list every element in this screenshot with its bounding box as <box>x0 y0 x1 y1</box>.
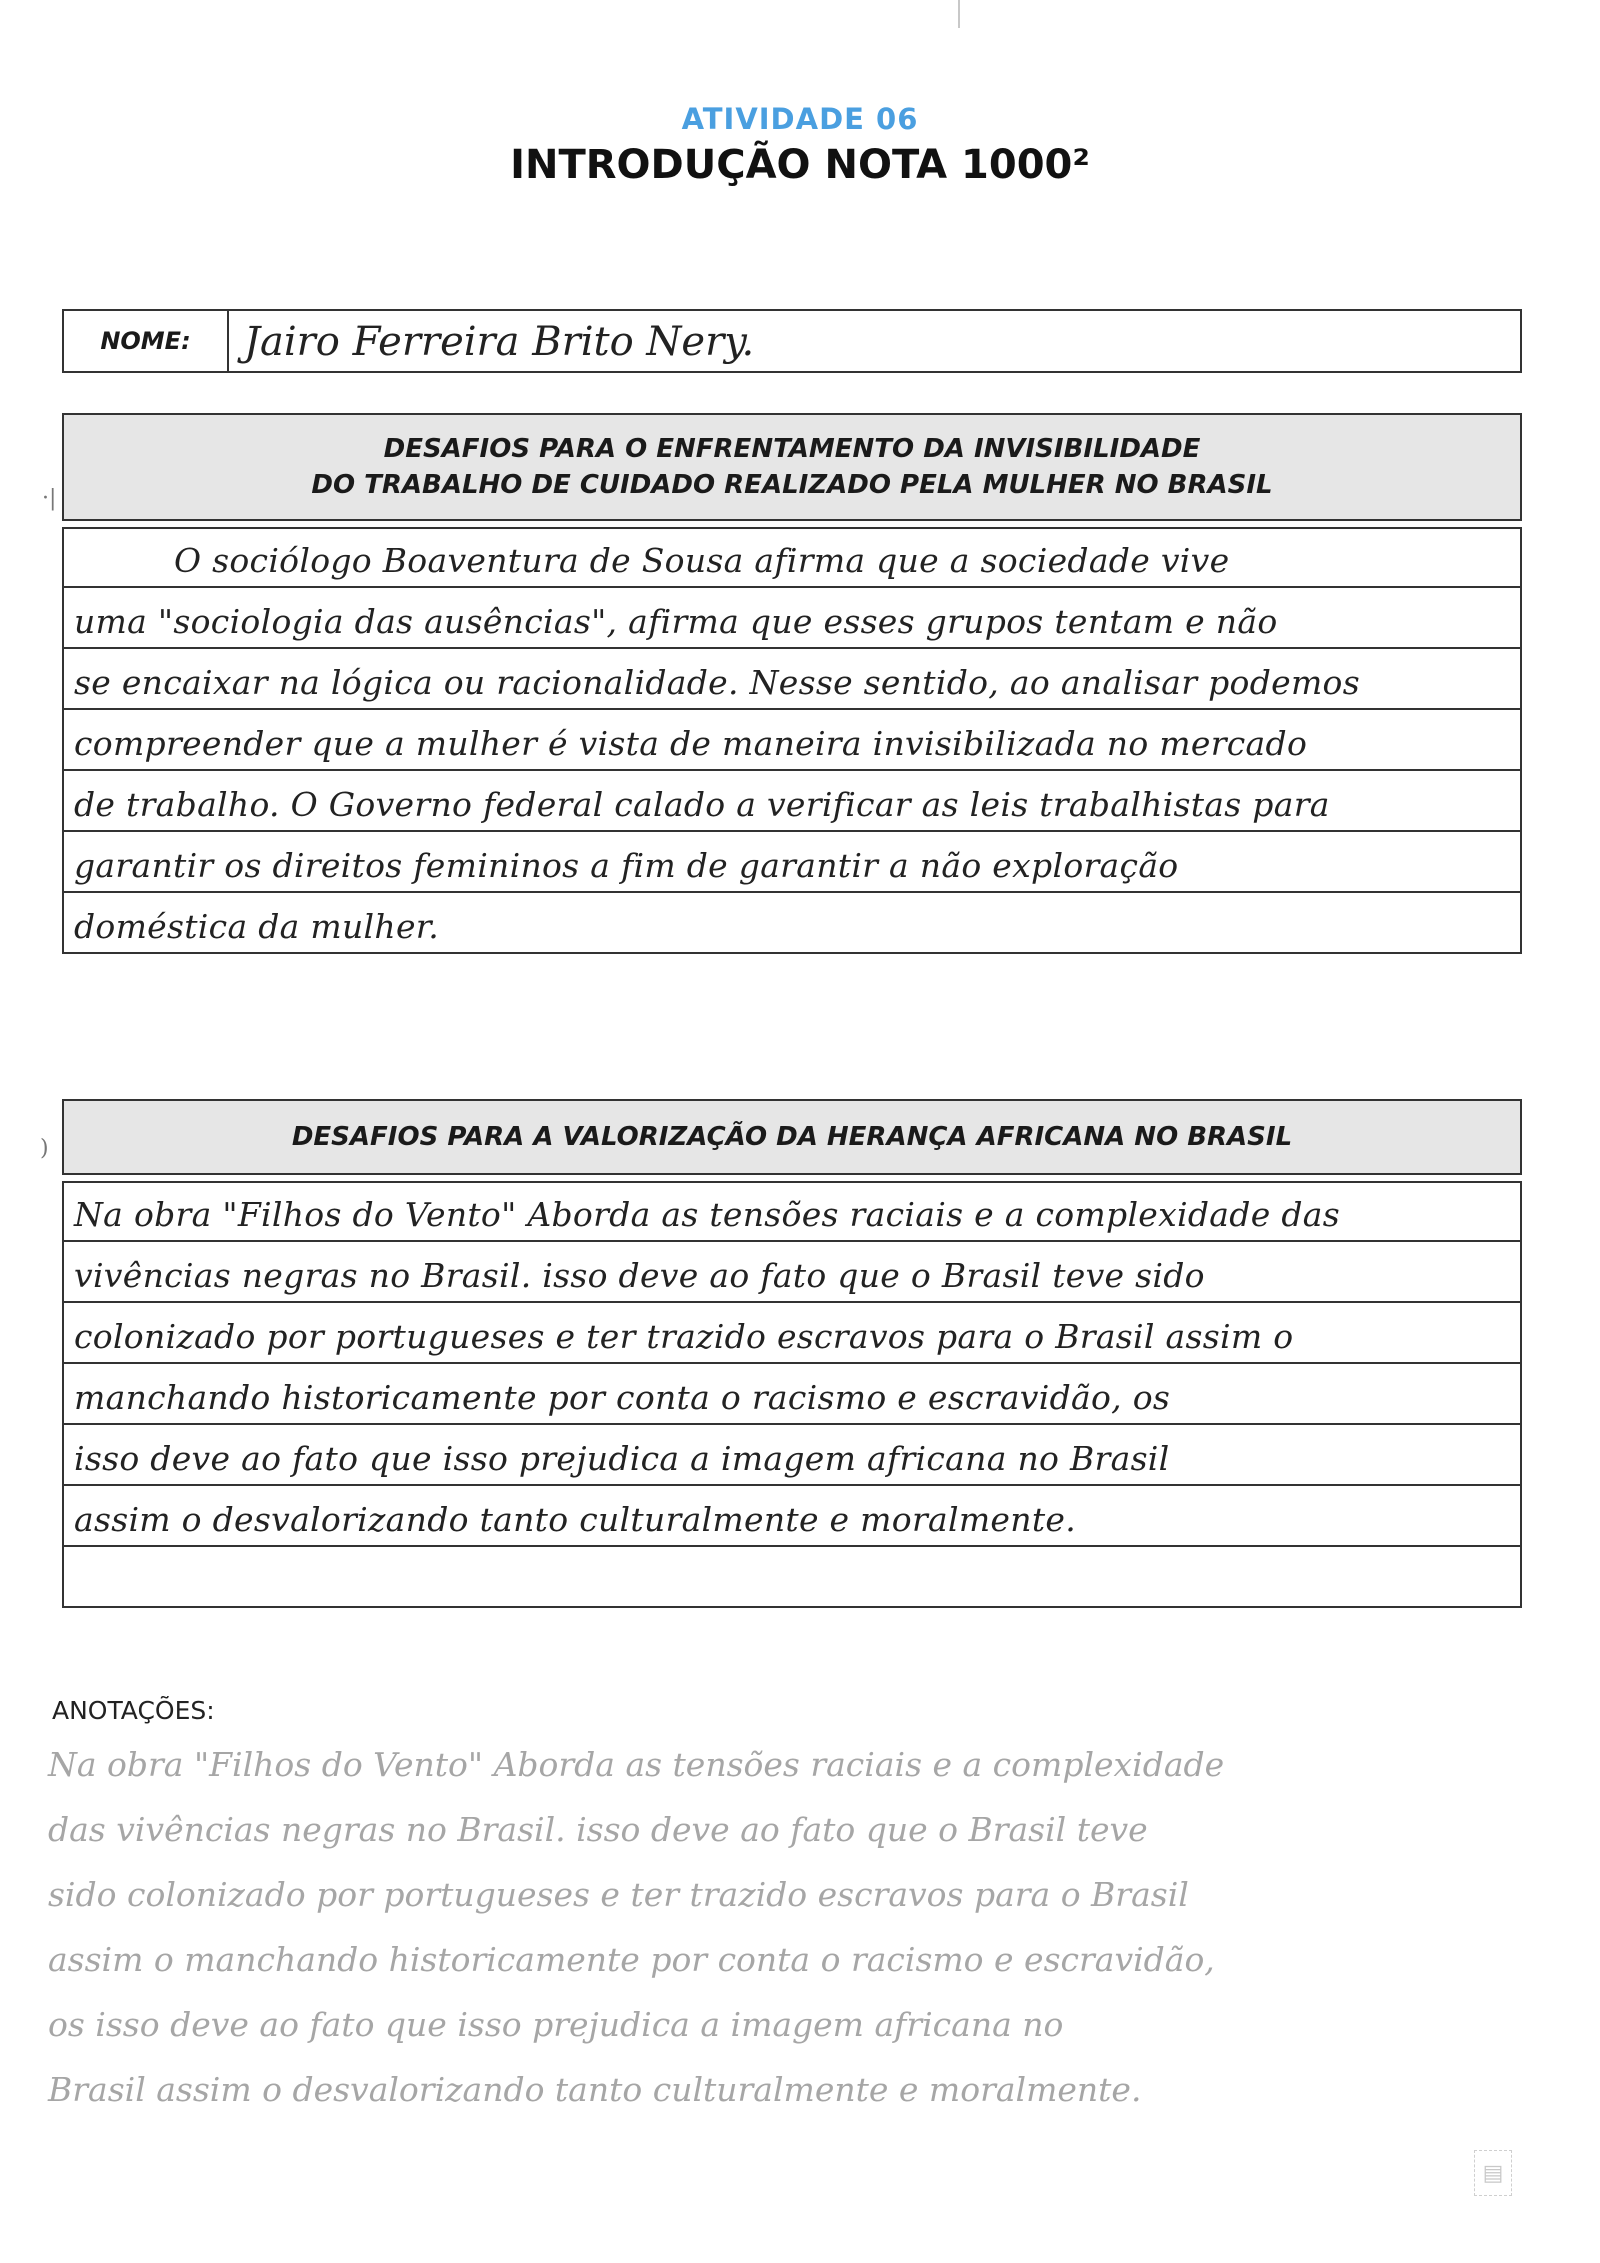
note-line: Brasil assim o desvalorizando tanto culturalmente e moralmente. <box>48 2070 1142 2109</box>
notes-area[interactable] <box>48 1732 1578 2122</box>
essay-line-text: garantir os direitos femininos a fim de garantir a não exploração <box>74 846 1179 885</box>
essay-line[interactable] <box>62 1486 1522 1547</box>
note-line: sido colonizado por portugueses e ter trazido escravos para o Brasil <box>48 1875 1189 1914</box>
essay-line-text: colonizado por portugueses e ter trazido escravos para o Brasil assim o <box>74 1317 1294 1356</box>
essay-line-text: uma "sociologia das ausências", afirma que esses grupos tentam e não <box>74 602 1278 641</box>
activity-subtitle: ATIVIDADE 06 <box>681 102 919 136</box>
theme-box-1 <box>62 413 1522 521</box>
essay-line[interactable] <box>62 527 1522 588</box>
essay-lines-2 <box>62 1181 1522 1608</box>
theme-1-line-1: DESAFIOS PARA O ENFRENTAMENTO DA INVISIBILIDADE <box>383 434 1201 464</box>
note-line: os isso deve ao fato que isso prejudica a imagem africana no <box>48 2005 1064 2044</box>
name-row <box>62 309 1522 373</box>
note-line: Na obra "Filhos do Vento" Aborda as tensões raciais e a complexidade <box>48 1745 1225 1784</box>
essay-line[interactable] <box>62 893 1522 954</box>
corner-stamp-icon: ▤ <box>1474 2150 1512 2196</box>
theme-box-2 <box>62 1099 1522 1175</box>
essay-line-text: doméstica da mulher. <box>74 907 440 946</box>
margin-mark: ·| <box>42 486 57 511</box>
essay-line[interactable] <box>62 832 1522 893</box>
margin-mark: ) <box>40 1136 49 1161</box>
note-line: das vivências negras no Brasil. isso deve ao fato que o Brasil teve <box>48 1810 1148 1849</box>
essay-line[interactable] <box>62 1242 1522 1303</box>
note-line: assim o manchando historicamente por conta o racismo e escravidão, <box>48 1940 1215 1979</box>
essay-line-text: Na obra "Filhos do Vento" Aborda as tensões raciais e a complexidade das <box>74 1195 1340 1234</box>
essay-line-text: isso deve ao fato que isso prejudica a imagem africana no Brasil <box>74 1439 1170 1478</box>
essay-line[interactable] <box>62 771 1522 832</box>
essay-line[interactable] <box>62 1181 1522 1242</box>
name-field[interactable]: Jairo Ferreira Brito Nery. <box>244 319 755 365</box>
essay-line[interactable] <box>62 649 1522 710</box>
essay-line[interactable] <box>62 588 1522 649</box>
essay-line[interactable] <box>62 710 1522 771</box>
name-label: NOME: <box>64 311 229 371</box>
essay-line[interactable] <box>62 1547 1522 1608</box>
essay-line[interactable] <box>62 1364 1522 1425</box>
notes-label: ANOTAÇÕES: <box>52 1696 215 1725</box>
scan-mark <box>958 0 960 28</box>
page-title: INTRODUÇÃO NOTA 1000² <box>510 142 1090 188</box>
essay-line-text: vivências negras no Brasil. isso deve ao fato que o Brasil teve sido <box>74 1256 1205 1295</box>
essay-line-text: O sociólogo Boaventura de Sousa afirma que a sociedade vive <box>174 541 1230 580</box>
essay-line-text: se encaixar na lógica ou racionalidade. Nesse sentido, ao analisar podemos <box>74 663 1360 702</box>
essay-line-text: assim o desvalorizando tanto culturalmente e moralmente. <box>74 1500 1076 1539</box>
theme-2-text: DESAFIOS PARA A VALORIZAÇÃO DA HERANÇA AFRICANA NO BRASIL <box>291 1122 1293 1152</box>
essay-line[interactable] <box>62 1425 1522 1486</box>
essay-lines-1 <box>62 527 1522 954</box>
essay-line-text: de trabalho. O Governo federal calado a verificar as leis trabalhistas para <box>74 785 1330 824</box>
essay-line-text: compreender que a mulher é vista de maneira invisibilizada no mercado <box>74 724 1308 763</box>
essay-line[interactable] <box>62 1303 1522 1364</box>
essay-line-text: manchando historicamente por conta o racismo e escravidão, os <box>74 1378 1171 1417</box>
theme-1-line-2: DO TRABALHO DE CUIDADO REALIZADO PELA MULHER NO BRASIL <box>311 470 1273 500</box>
